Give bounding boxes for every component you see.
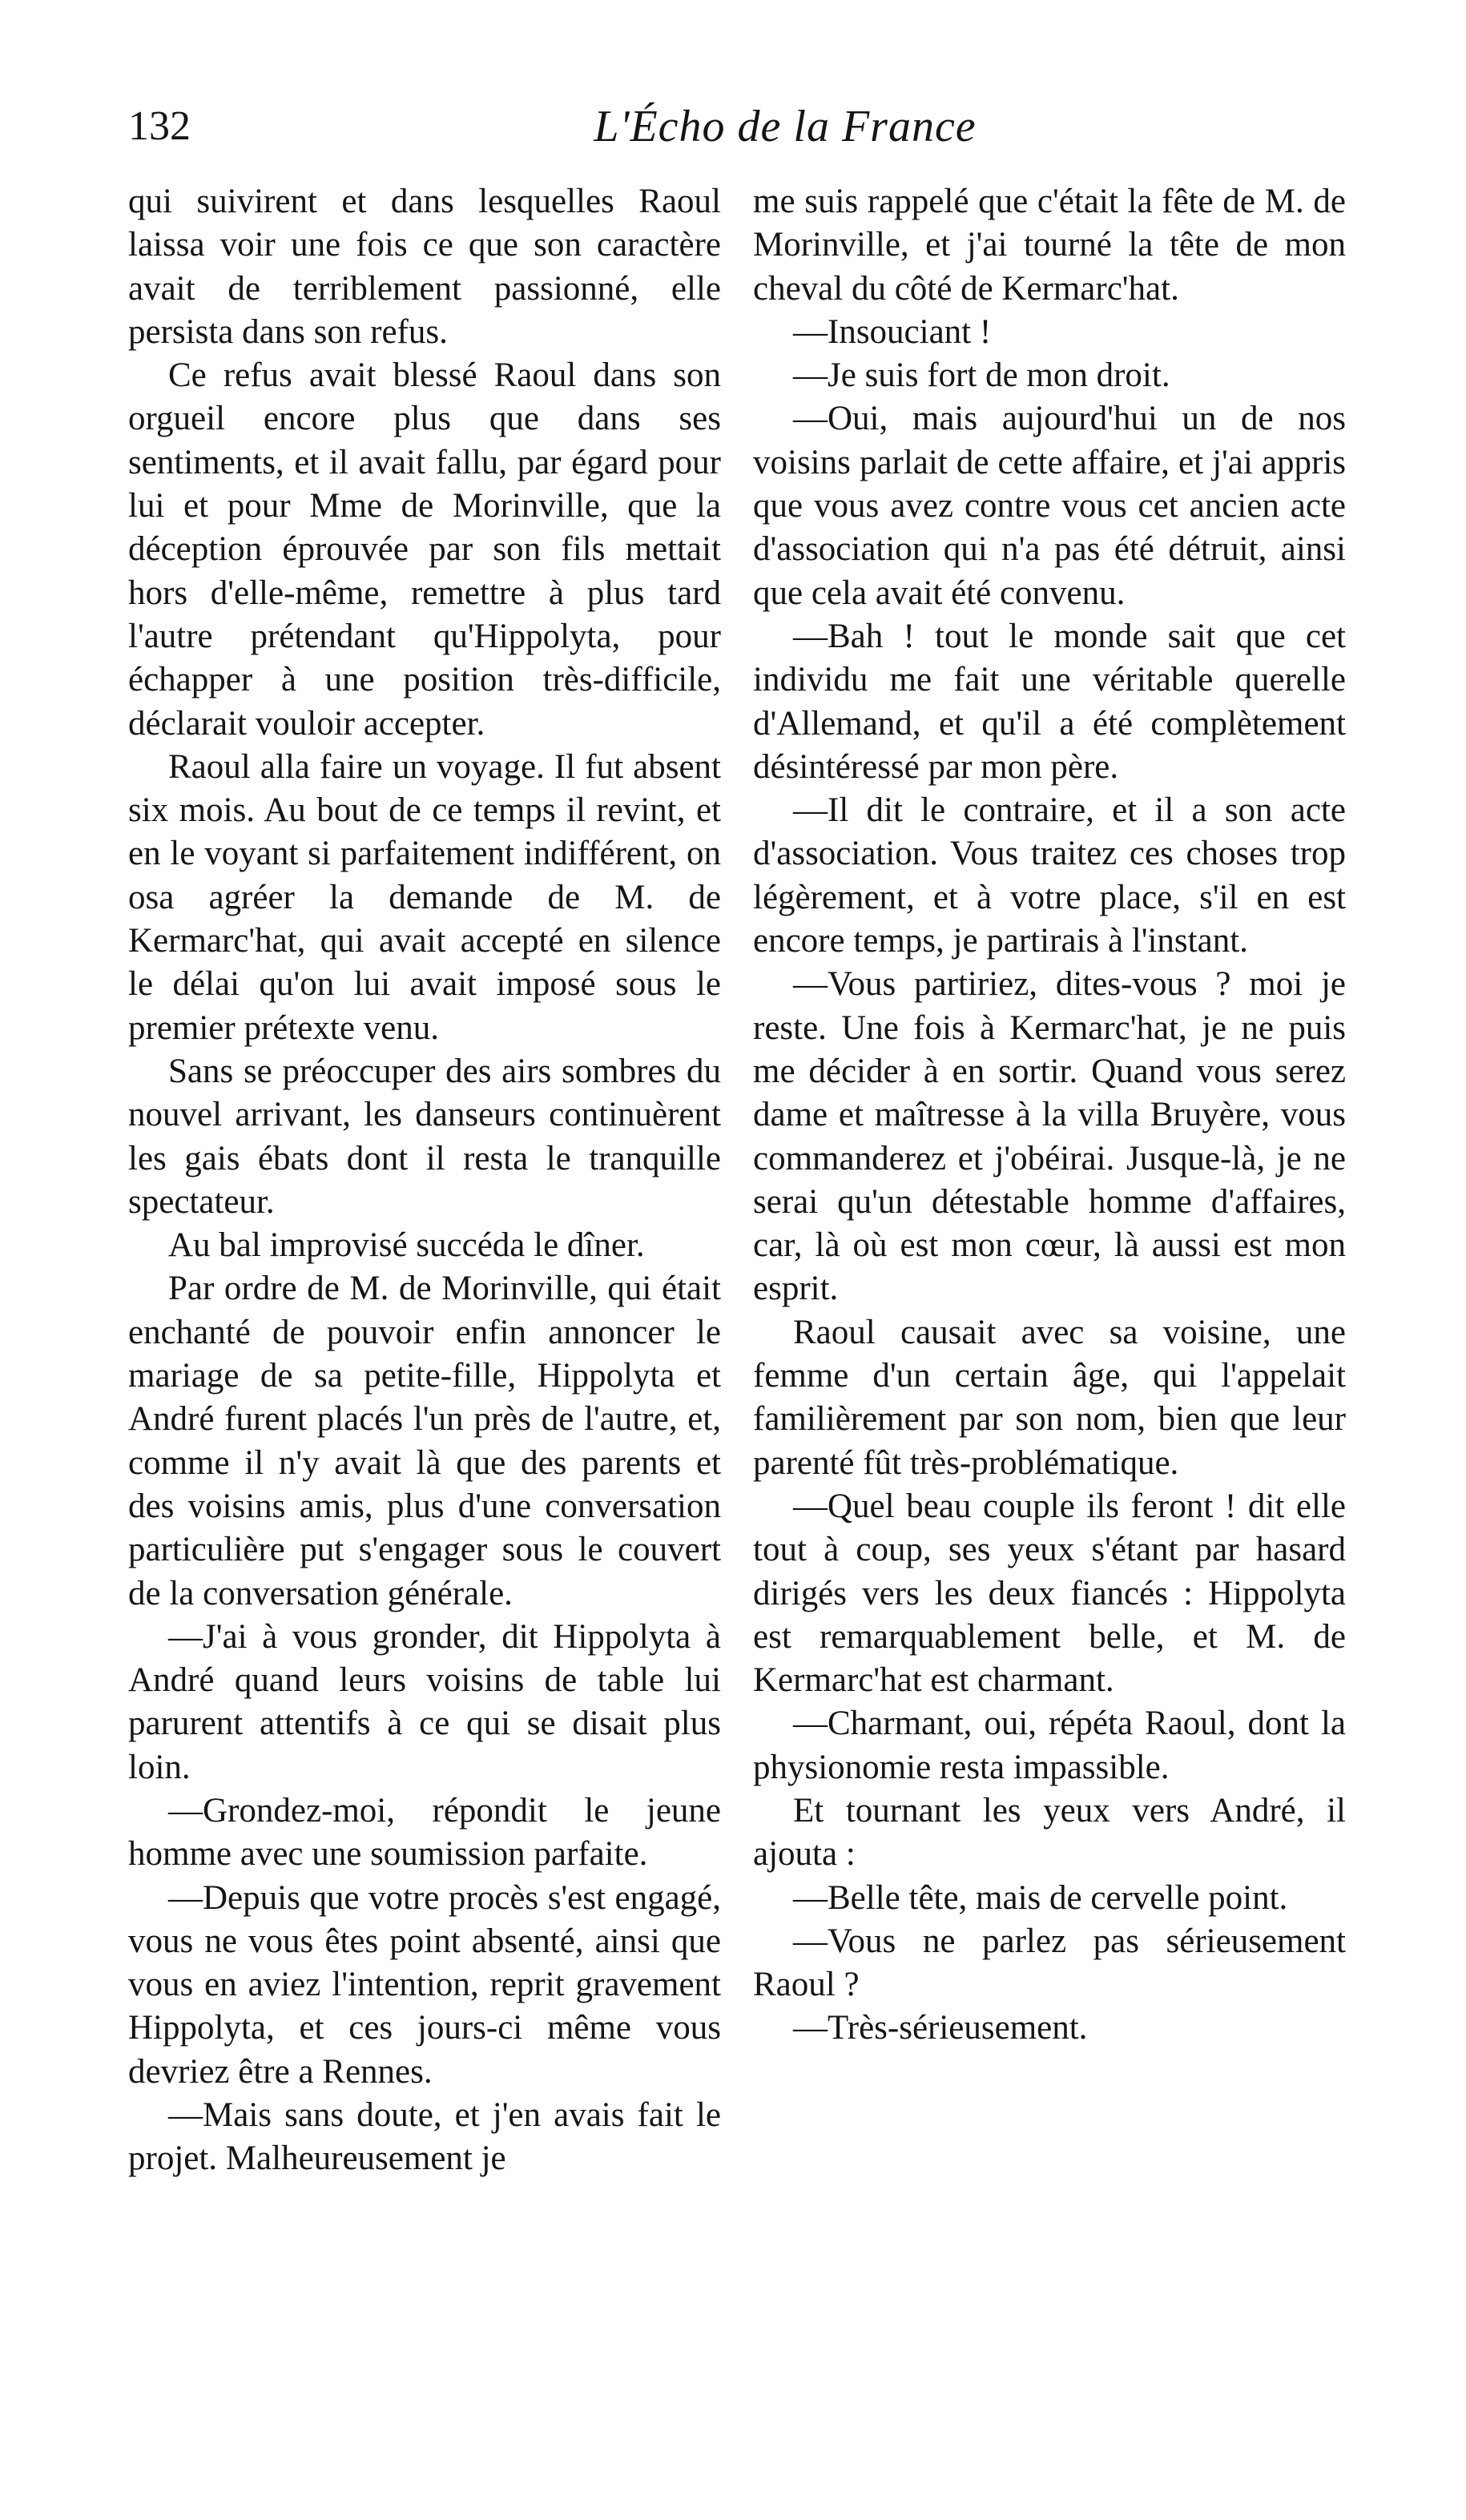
paragraph: —Belle tête, mais de cervelle point.	[793, 1878, 1288, 1917]
paragraph: —Bah ! tout le monde sait que cet individu me fait une véritable querelle d'Allemand, et qu'il a été complètement désintéressé par mon père.	[753, 617, 1346, 786]
paragraph: —J'ai à vous gronder, dit Hippolyta à André quand leurs voisins de table lui parurent attentifs à ce qui se disait plus loin.	[128, 1617, 721, 1786]
paragraph: —Vous partiriez, dites-vous ? moi je reste. Une fois à Kermarc'hat, je ne puis me décider à en sortir. Quand vous serez dame et maîtresse à la villa Bruyère, vous commanderez et j'obéirai. Jusque-là, je ne serai qu'un détestable homme d'affaires, car, là où est mon cœur, là aussi est mon esprit.	[753, 965, 1346, 1308]
paragraph: Raoul causait avec sa voisine, une femme d'un certain âge, qui l'appelait familièrement par son nom, bien que leur parenté fût très-problématique.	[753, 1313, 1346, 1482]
paragraph: —Très-sérieusement.	[793, 2009, 1088, 2047]
paragraph: —Il dit le contraire, et il a son acte d'association. Vous traitez ces choses trop légèrement, et à votre place, s'il en est encore temps, je partirais à l'instant.	[753, 791, 1346, 960]
paragraph: Raoul alla faire un voyage. Il fut absent six mois. Au bout de ce temps il revint, et en le voyant si parfaitement indifférent, on osa agréer la demande de M. de Kermarc'hat, qui avait accepté en silence le délai qu'on lui avait imposé sous le premier prétexte venu.	[128, 747, 721, 1047]
paragraph: —Oui, mais aujourd'hui un de nos voisins parlait de cette affaire, et j'ai appris que vous avez contre vous cet ancien acte d'association qui n'a pas été détruit, ainsi que cela avait été convenu.	[753, 400, 1346, 612]
running-title: L'Écho de la France	[594, 102, 977, 151]
paragraph: —Vous ne parlez pas sérieusement Raoul ?	[753, 1922, 1346, 2004]
paragraph: Et tournant les yeux vers André, il ajouta :	[753, 1791, 1346, 1874]
paragraph: Par ordre de M. de Morinville, qui était enchanté de pouvoir enfin annoncer le mariage de sa petite-fille, Hippolyta et André furent placés l'un près de l'autre, et, comme il n'y avait là que des parents et des voisins amis, plus d'une conversation particulière put s'engager sous le couvert de la conversation générale.	[128, 1270, 721, 1612]
paragraph: —Insouciant !	[793, 312, 992, 351]
paragraph: —Depuis que votre procès s'est engagé, vous ne vous êtes point absenté, ainsi que vous en aviez l'intention, reprit gravement Hippolyta, et ces jours-ci même vous devriez être a Rennes.	[128, 1878, 721, 2091]
paragraph: Ce refus avait blessé Raoul dans son orgueil encore plus que dans ses sentiments, et il avait fallu, par égard pour lui et pour Mme de Morinville, que la déception éprouvée par son fils mettait hors d'elle-même, remettre à plus tard l'autre prétendant qu'Hippolyta, pour échapper à une position très-difficile, déclarait vouloir accepter.	[128, 356, 721, 743]
page-number: 132	[128, 103, 191, 149]
paragraph: me suis rappelé que c'était la fête de M. de Morinville, et j'ai tourné la tête de mon cheval du côté de Kermarc'hat.	[753, 183, 1346, 308]
paragraph: —Grondez-moi, répondit le jeune homme avec une soumission parfaite.	[128, 1791, 721, 1874]
paragraph: —Je suis fort de mon droit.	[793, 356, 1170, 395]
paragraph: —Quel beau couple ils feront ! dit elle tout à coup, ses yeux s'étant par hasard dirigés vers les deux fiancés : Hippolyta est remarquablement belle, et M. de Kermarc'hat est charmant.	[753, 1487, 1346, 1700]
paragraph: —Mais sans doute, et j'en avais fait le projet. Malheureusement je	[128, 2096, 721, 2178]
paragraph: Sans se préoccuper des airs sombres du nouvel arrivant, les danseurs continuèrent les gais ébats dont il resta le tranquille spectateur.	[128, 1052, 721, 1221]
paragraph: qui suivirent et dans lesquelles Raoul laissa voir une fois ce que son caractère avait de terriblement passionné, elle persista dans son refus.	[128, 183, 721, 351]
paragraph: Au bal improvisé succéda le dîner.	[168, 1226, 645, 1265]
left-column	[128, 180, 721, 2181]
running-head	[0, 95, 1466, 159]
right-column	[753, 180, 1346, 2051]
paragraph: —Charmant, oui, répéta Raoul, dont la physionomie resta impassible.	[753, 1705, 1346, 1786]
